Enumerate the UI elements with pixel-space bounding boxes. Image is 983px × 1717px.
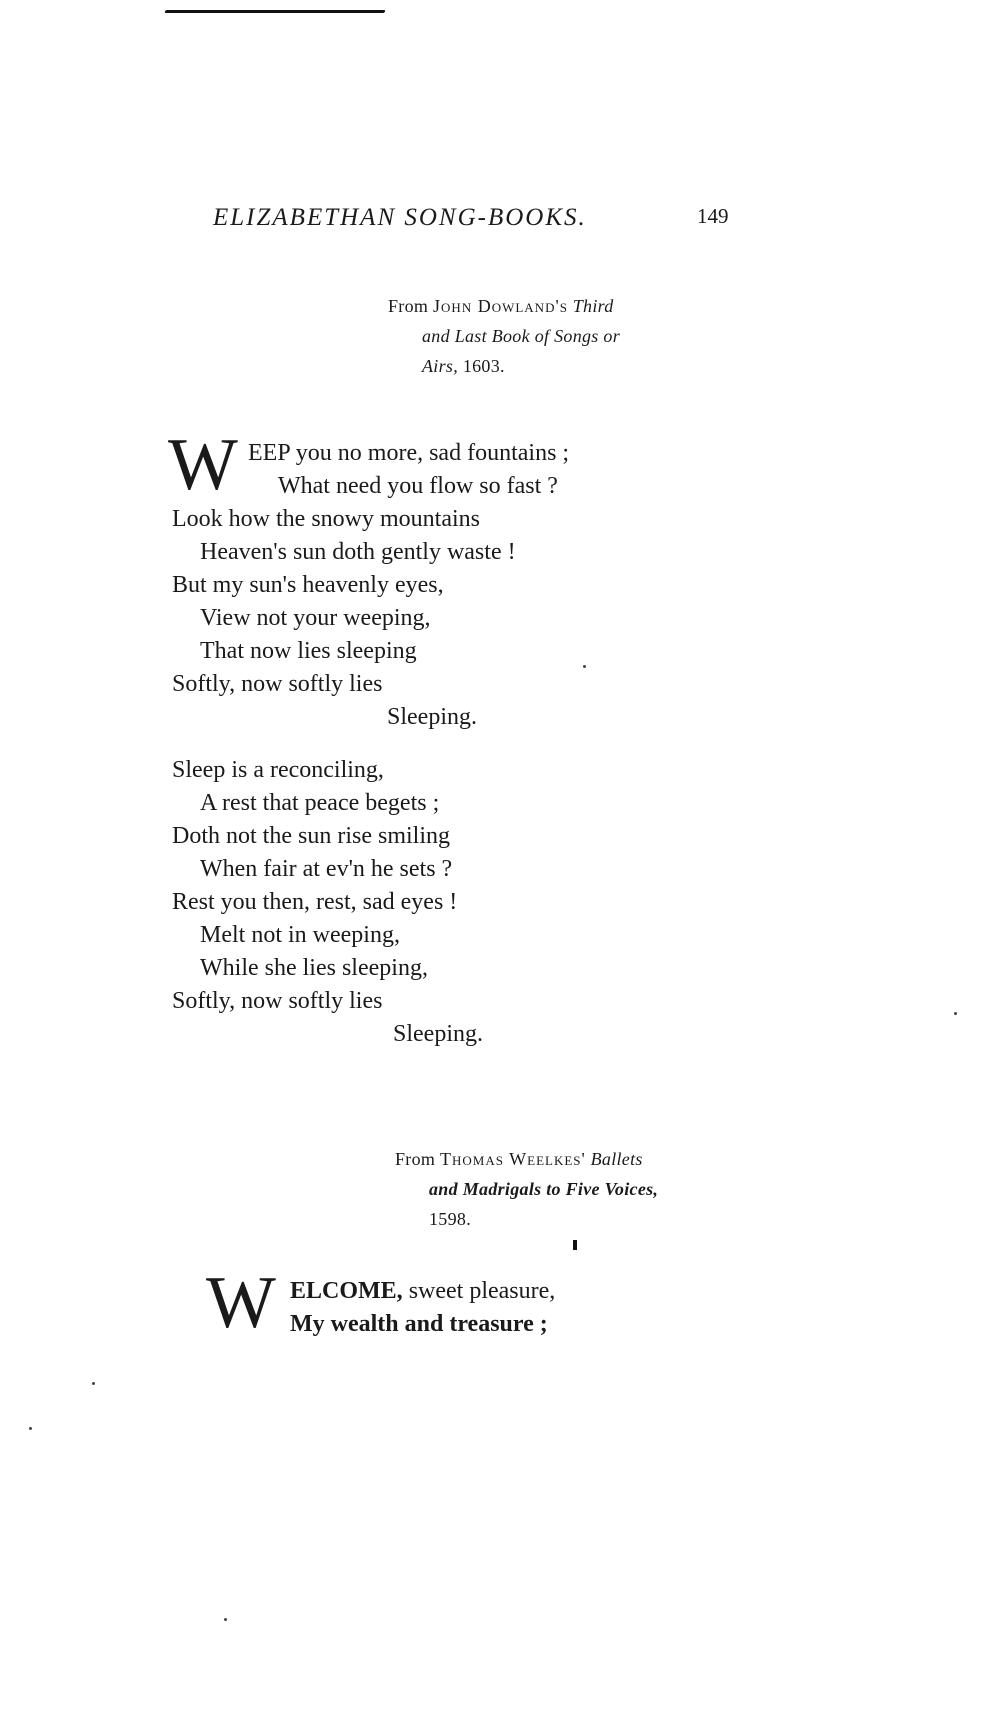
top-rule <box>164 10 385 13</box>
attribution-year: 1603. <box>462 356 505 376</box>
attribution-title: Third <box>572 296 614 316</box>
running-head: ELIZABETHAN SONG-BOOKS. <box>213 204 587 231</box>
attribution-title-cont: and Madrigals to Five Voices, <box>429 1179 659 1199</box>
poem-stanza-2 <box>172 754 483 1051</box>
poem-weep-you-no-more <box>172 437 569 734</box>
poem-welcome-sweet-pleasure <box>290 1275 555 1341</box>
print-speck <box>224 1618 227 1621</box>
poem-line: But my sun's heavenly eyes, <box>172 572 444 598</box>
attribution-dowland <box>388 291 620 381</box>
drop-cap: W <box>168 424 238 506</box>
print-speck <box>954 1012 957 1015</box>
poem-line-rest: sweet pleasure, <box>408 1278 556 1304</box>
poem-line: Heaven's sun doth gently waste ! <box>200 539 516 565</box>
drop-cap: W <box>206 1262 276 1344</box>
poem-line: Softly, now softly lies <box>172 671 383 697</box>
print-speck <box>29 1427 32 1430</box>
poem-line: Melt not in weeping, <box>200 922 400 948</box>
attribution-from: From <box>395 1149 436 1169</box>
poem-line: Rest you then, rest, sad eyes ! <box>172 889 458 915</box>
poem-line: Look how the snowy mountains <box>172 506 480 532</box>
poem-line: View not your weeping, <box>200 605 431 631</box>
attribution-author: Thomas Weelkes' <box>440 1149 586 1169</box>
poem-line: Doth not the sun rise smiling <box>172 823 450 849</box>
poem-line-caps: ELCOME, <box>290 1278 403 1304</box>
poem-line: When fair at ev'n he sets ? <box>200 856 453 882</box>
poem-line: Sleep is a reconciling, <box>172 757 384 783</box>
poem-line: That now lies sleeping <box>200 638 417 664</box>
print-mark <box>573 1240 577 1250</box>
poem-line: EEP you no more, sad fountains ; <box>248 440 570 466</box>
poem-line: Sleeping. <box>387 704 477 730</box>
attribution-author: John Dowland's <box>433 296 568 316</box>
poem-line: Softly, now softly lies <box>172 988 383 1014</box>
attribution-title: Ballets <box>590 1149 643 1169</box>
print-speck <box>583 665 586 668</box>
attribution-title-cont: and Last Book of Songs or <box>422 326 621 346</box>
attribution-weelkes <box>395 1144 658 1234</box>
poem-line: What need you flow so fast ? <box>278 473 558 499</box>
attribution-from: From <box>388 296 429 316</box>
attribution-title-end: Airs, <box>422 356 459 376</box>
poem-line: Sleeping. <box>393 1021 483 1047</box>
poem-line: A rest that peace begets ; <box>200 790 440 816</box>
print-speck <box>92 1382 95 1385</box>
poem-line <box>290 1275 555 1308</box>
attribution-year: 1598. <box>429 1209 471 1229</box>
page-number: 149 <box>697 204 729 228</box>
poem-line: My wealth and treasure ; <box>290 1311 548 1337</box>
poem-line: While she lies sleeping, <box>200 955 428 981</box>
